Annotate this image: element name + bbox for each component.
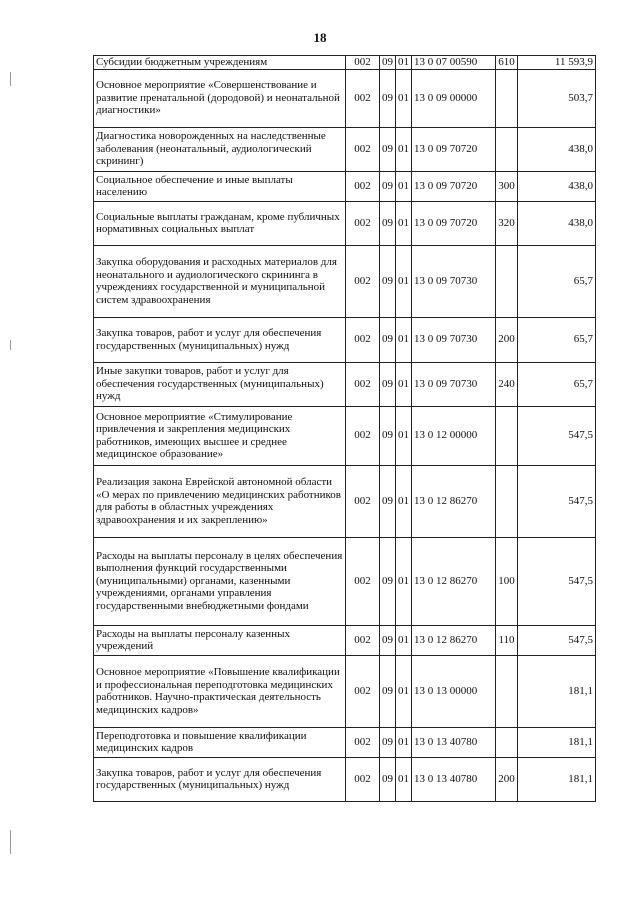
amount: 181,1 xyxy=(518,757,596,801)
section-code: 09 xyxy=(380,537,396,625)
target-article-code: 13 0 13 00000 xyxy=(412,655,496,727)
table-row xyxy=(94,465,596,537)
expense-type-code: 110 xyxy=(496,625,518,655)
expense-type-code xyxy=(496,727,518,757)
section-code: 09 xyxy=(380,406,396,465)
subsection-code: 01 xyxy=(396,537,412,625)
ministry-code: 002 xyxy=(346,69,380,127)
table-row xyxy=(94,537,596,625)
subsection-code: 01 xyxy=(396,69,412,127)
item-name: Диагностика новорожденных на наследственные заболевания (неонатальный, аудиологический скрининг) xyxy=(94,127,346,171)
item-name: Основное мероприятие «Стимулирование привлечения и закрепления медицинских работников, имеющих высшее и среднее медицинское образование» xyxy=(94,406,346,465)
amount: 547,5 xyxy=(518,465,596,537)
expense-type-code xyxy=(496,465,518,537)
item-name: Реализация закона Еврейской автономной области «О мерах по привлечению медицинских работников для работы в областных учреждениях здравоохранения и их закреплению» xyxy=(94,465,346,537)
subsection-code: 01 xyxy=(396,201,412,245)
amount: 547,5 xyxy=(518,406,596,465)
subsection-code: 01 xyxy=(396,317,412,362)
table-row xyxy=(94,655,596,727)
section-code: 09 xyxy=(380,201,396,245)
table-row xyxy=(94,727,596,757)
scan-margin-mark xyxy=(10,830,11,854)
expense-type-code xyxy=(496,69,518,127)
table-row xyxy=(94,245,596,317)
ministry-code: 002 xyxy=(346,537,380,625)
target-article-code: 13 0 09 70730 xyxy=(412,245,496,317)
ministry-code: 002 xyxy=(346,171,380,201)
table-row xyxy=(94,127,596,171)
subsection-code: 01 xyxy=(396,171,412,201)
expense-type-code: 240 xyxy=(496,362,518,406)
subsection-code: 01 xyxy=(396,406,412,465)
section-code: 09 xyxy=(380,625,396,655)
ministry-code: 002 xyxy=(346,127,380,171)
target-article-code: 13 0 09 70730 xyxy=(412,317,496,362)
amount: 547,5 xyxy=(518,625,596,655)
amount: 181,1 xyxy=(518,727,596,757)
ministry-code: 002 xyxy=(346,56,380,70)
expense-type-code xyxy=(496,245,518,317)
ministry-code: 002 xyxy=(346,757,380,801)
section-code: 09 xyxy=(380,757,396,801)
item-name: Расходы на выплаты персоналу казенных учреждений xyxy=(94,625,346,655)
section-code: 09 xyxy=(380,245,396,317)
ministry-code: 002 xyxy=(346,201,380,245)
target-article-code: 13 0 09 70720 xyxy=(412,201,496,245)
amount: 438,0 xyxy=(518,201,596,245)
amount: 11 593,9 xyxy=(518,56,596,70)
target-article-code: 13 0 12 00000 xyxy=(412,406,496,465)
table-row xyxy=(94,69,596,127)
target-article-code: 13 0 13 40780 xyxy=(412,757,496,801)
ministry-code: 002 xyxy=(346,245,380,317)
table-row xyxy=(94,757,596,801)
subsection-code: 01 xyxy=(396,56,412,70)
expense-type-code xyxy=(496,406,518,465)
item-name: Социальное обеспечение и иные выплаты населению xyxy=(94,171,346,201)
item-name: Закупка оборудования и расходных материалов для неонатального и аудиологического скрининга в учреждениях государственной и муниципальной систем здравоохранения xyxy=(94,245,346,317)
target-article-code: 13 0 09 70720 xyxy=(412,171,496,201)
expense-type-code: 200 xyxy=(496,757,518,801)
table-row xyxy=(94,201,596,245)
table-row xyxy=(94,171,596,201)
ministry-code: 002 xyxy=(346,465,380,537)
amount: 65,7 xyxy=(518,245,596,317)
item-name: Субсидии бюджетным учреждениям xyxy=(94,56,346,70)
amount: 181,1 xyxy=(518,655,596,727)
table-row xyxy=(94,362,596,406)
item-name: Закупка товаров, работ и услуг для обеспечения государственных (муниципальных) нужд xyxy=(94,757,346,801)
item-name: Социальные выплаты гражданам, кроме публичных нормативных социальных выплат xyxy=(94,201,346,245)
table-row xyxy=(94,317,596,362)
section-code: 09 xyxy=(380,56,396,70)
amount: 503,7 xyxy=(518,69,596,127)
scan-margin-mark xyxy=(10,340,11,350)
section-code: 09 xyxy=(380,655,396,727)
ministry-code: 002 xyxy=(346,406,380,465)
target-article-code: 13 0 09 70720 xyxy=(412,127,496,171)
section-code: 09 xyxy=(380,317,396,362)
item-name: Иные закупки товаров, работ и услуг для обеспечения государственных (муниципальных) нужд xyxy=(94,362,346,406)
expense-type-code xyxy=(496,655,518,727)
target-article-code: 13 0 13 40780 xyxy=(412,727,496,757)
budget-table-body xyxy=(94,56,596,802)
section-code: 09 xyxy=(380,727,396,757)
ministry-code: 002 xyxy=(346,362,380,406)
subsection-code: 01 xyxy=(396,655,412,727)
page-number: 18 xyxy=(313,30,327,45)
amount: 547,5 xyxy=(518,537,596,625)
section-code: 09 xyxy=(380,465,396,537)
item-name: Переподготовка и повышение квалификации медицинских кадров xyxy=(94,727,346,757)
subsection-code: 01 xyxy=(396,727,412,757)
expense-type-code xyxy=(496,127,518,171)
amount: 438,0 xyxy=(518,127,596,171)
table-row xyxy=(94,625,596,655)
subsection-code: 01 xyxy=(396,625,412,655)
section-code: 09 xyxy=(380,171,396,201)
ministry-code: 002 xyxy=(346,655,380,727)
amount: 438,0 xyxy=(518,171,596,201)
expense-type-code: 100 xyxy=(496,537,518,625)
expense-type-code: 610 xyxy=(496,56,518,70)
amount: 65,7 xyxy=(518,362,596,406)
subsection-code: 01 xyxy=(396,245,412,317)
budget-table xyxy=(93,55,596,802)
target-article-code: 13 0 12 86270 xyxy=(412,537,496,625)
target-article-code: 13 0 12 86270 xyxy=(412,625,496,655)
expense-type-code: 200 xyxy=(496,317,518,362)
ministry-code: 002 xyxy=(346,625,380,655)
expense-type-code: 320 xyxy=(496,201,518,245)
table-row xyxy=(94,56,596,70)
item-name: Расходы на выплаты персоналу в целях обеспечения выполнения функций государственными (муниципальными) органами, казенными учреждениями, органами управления государственными внебюджетными фондами xyxy=(94,537,346,625)
amount: 65,7 xyxy=(518,317,596,362)
section-code: 09 xyxy=(380,127,396,171)
item-name: Закупка товаров, работ и услуг для обеспечения государственных (муниципальных) нужд xyxy=(94,317,346,362)
target-article-code: 13 0 09 00000 xyxy=(412,69,496,127)
subsection-code: 01 xyxy=(396,127,412,171)
target-article-code: 13 0 07 00590 xyxy=(412,56,496,70)
table-row xyxy=(94,406,596,465)
item-name: Основное мероприятие «Повышение квалификации и профессиональная переподготовка медицинских работников. Научно-практическая деятельность медицинских кадров» xyxy=(94,655,346,727)
section-code: 09 xyxy=(380,362,396,406)
ministry-code: 002 xyxy=(346,317,380,362)
subsection-code: 01 xyxy=(396,465,412,537)
subsection-code: 01 xyxy=(396,757,412,801)
subsection-code: 01 xyxy=(396,362,412,406)
target-article-code: 13 0 12 86270 xyxy=(412,465,496,537)
target-article-code: 13 0 09 70730 xyxy=(412,362,496,406)
section-code: 09 xyxy=(380,69,396,127)
scan-margin-mark xyxy=(10,72,11,86)
ministry-code: 002 xyxy=(346,727,380,757)
expense-type-code: 300 xyxy=(496,171,518,201)
item-name: Основное мероприятие «Совершенствование и развитие пренатальной (дородовой) и неонатальной диагностики» xyxy=(94,69,346,127)
